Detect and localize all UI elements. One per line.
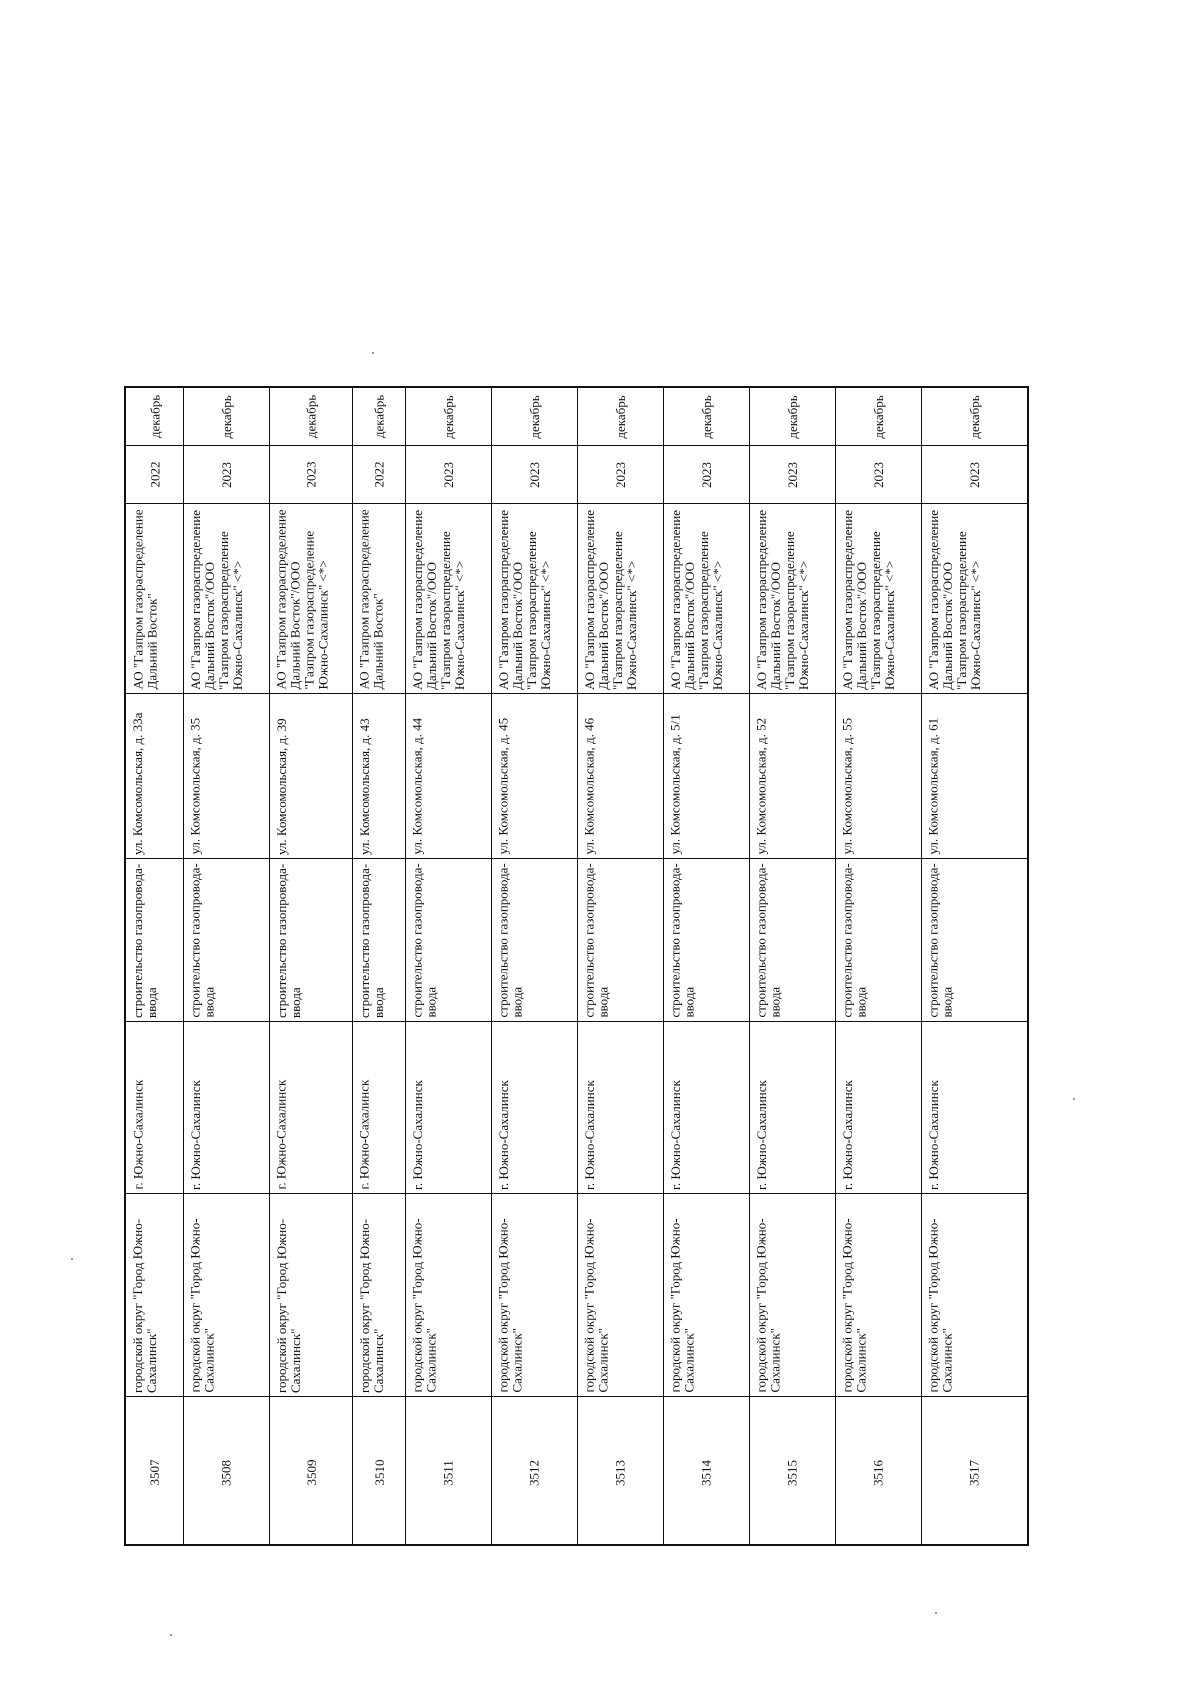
cell-text-year: 2023	[784, 461, 800, 488]
cell-no	[406, 1397, 491, 1548]
cell-text-month: декабрь	[146, 394, 162, 439]
cell-text-executor: АО "Газпром газораспределение Дальний Восток"/ООО "Газпром газораспределение Южно-Сахалинск" <*>	[495, 509, 553, 690]
cell-text-year: 2023	[218, 461, 234, 488]
cell-text-no: 3515	[784, 1459, 800, 1486]
cell-municipality	[353, 1194, 405, 1397]
cell-month	[836, 388, 921, 446]
cell-text-year: 2023	[698, 461, 714, 488]
table-row	[921, 388, 1027, 1544]
cell-locality	[922, 1022, 1027, 1194]
cell-locality	[184, 1022, 269, 1194]
cell-executor	[922, 504, 1027, 694]
cell-work	[126, 859, 183, 1022]
cell-text-month: декабрь	[218, 394, 234, 439]
cell-text-locality: г. Южно-Сахалинск	[273, 1079, 289, 1190]
cell-text-executor: АО "Газпром газораспределение Дальний Восток"/ООО "Газпром газораспределение Южно-Сахалинск" <*>	[273, 509, 331, 690]
cell-year	[270, 446, 352, 504]
cell-text-work: строительство газопровода-ввода	[667, 863, 697, 1018]
cell-text-no: 3509	[303, 1459, 318, 1486]
cell-year	[664, 446, 749, 504]
cell-work	[353, 859, 405, 1022]
cell-text-month: декабрь	[698, 394, 714, 439]
cell-month	[578, 388, 663, 446]
cell-text-year: 2023	[303, 461, 318, 488]
cell-text-municipality: городской округ "Город Южно-Сахалинск"	[409, 1218, 439, 1393]
cell-text-year: 2023	[870, 461, 886, 488]
cell-work	[406, 859, 491, 1022]
cell-text-month: декабрь	[870, 394, 886, 439]
cell-work	[664, 859, 749, 1022]
cell-executor	[126, 504, 183, 694]
scan-speck	[1073, 1098, 1075, 1100]
cell-text-locality: г. Южно-Сахалинск	[187, 1079, 203, 1190]
cell-year	[578, 446, 663, 504]
cell-executor	[836, 504, 921, 694]
cell-text-executor: АО "Газпром газораспределение Дальний Восток"	[356, 509, 386, 690]
cell-text-month: декабрь	[526, 394, 542, 439]
cell-text-address: ул. Комсомольская, д. 52	[753, 717, 769, 855]
cell-work	[750, 859, 835, 1022]
cell-locality	[270, 1022, 352, 1194]
cell-no	[353, 1397, 405, 1548]
cell-municipality	[836, 1194, 921, 1397]
cell-month	[184, 388, 269, 446]
cell-text-address: ул. Комсомольская, д. 33а	[130, 712, 145, 855]
cell-month	[126, 388, 183, 446]
cell-locality	[406, 1022, 491, 1194]
cell-text-work: строительство газопровода-ввода	[753, 863, 783, 1018]
cell-text-executor: АО "Газпром газораспределение Дальний Восток"/ООО "Газпром газораспределение Южно-Сахалинск" <*>	[667, 509, 725, 690]
cell-text-municipality: городской округ "Город Южно-Сахалинск"	[356, 1218, 386, 1393]
cell-municipality	[184, 1194, 269, 1397]
cell-address	[750, 694, 835, 859]
cell-month	[492, 388, 577, 446]
cell-text-executor: АО "Газпром газораспределение Дальний Восток"/ООО "Газпром газораспределение Южно-Сахалинск" <*>	[753, 509, 811, 690]
cell-work	[492, 859, 577, 1022]
table-row	[491, 388, 577, 1544]
cell-text-work: строительство газопровода-ввода	[273, 863, 303, 1018]
table-row	[835, 388, 921, 1544]
cell-no	[664, 1397, 749, 1548]
cell-text-address: ул. Комсомольская, д. 46	[581, 717, 597, 855]
cell-no	[184, 1397, 269, 1548]
cell-locality	[836, 1022, 921, 1194]
cell-text-municipality: городской округ "Город Южно-Сахалинск"	[839, 1218, 869, 1393]
table-row	[663, 388, 749, 1544]
cell-locality	[126, 1022, 183, 1194]
table-row	[183, 388, 269, 1544]
cell-text-municipality: городской округ "Город Южно-Сахалинск"	[925, 1218, 955, 1393]
cell-text-no: 3514	[698, 1459, 714, 1486]
cell-text-locality: г. Южно-Сахалинск	[581, 1079, 597, 1190]
cell-work	[270, 859, 352, 1022]
cell-text-executor: АО "Газпром газораспределение Дальний Восток"/ООО "Газпром газораспределение Южно-Сахалинск" <*>	[187, 509, 245, 690]
cell-text-address: ул. Комсомольская, д. 43	[356, 717, 372, 855]
cell-text-no: 3508	[218, 1459, 234, 1486]
cell-text-municipality: городской округ "Город Южно-Сахалинск"	[667, 1218, 697, 1393]
table-row	[126, 388, 183, 1544]
cell-locality	[664, 1022, 749, 1194]
cell-text-locality: г. Южно-Сахалинск	[839, 1079, 855, 1190]
cell-text-month: декабрь	[784, 394, 800, 439]
cell-work	[578, 859, 663, 1022]
cell-text-municipality: городской округ "Город Южно-Сахалинск"	[753, 1218, 783, 1393]
table-row	[577, 388, 663, 1544]
cell-address	[126, 694, 183, 859]
cell-text-locality: г. Южно-Сахалинск	[753, 1079, 769, 1190]
cell-year	[492, 446, 577, 504]
cell-locality	[492, 1022, 577, 1194]
cell-no	[836, 1397, 921, 1548]
cell-municipality	[126, 1194, 183, 1397]
cell-text-work: строительство газопровода-ввода	[409, 863, 439, 1018]
cell-address	[492, 694, 577, 859]
cell-text-executor: АО "Газпром газораспределение Дальний Восток"/ООО "Газпром газораспределение Южно-Сахалинск" <*>	[409, 509, 467, 690]
cell-text-locality: г. Южно-Сахалинск	[356, 1079, 372, 1190]
cell-no	[922, 1397, 1027, 1548]
cell-text-work: строительство газопровода-ввода	[495, 863, 525, 1018]
cell-text-locality: г. Южно-Сахалинск	[925, 1079, 941, 1190]
table-row	[749, 388, 835, 1544]
cell-year	[184, 446, 269, 504]
gasification-table	[124, 386, 1029, 1546]
cell-text-work: строительство газопровода-ввода	[839, 863, 869, 1018]
table-row	[352, 388, 405, 1544]
cell-executor	[750, 504, 835, 694]
cell-text-month: декабрь	[440, 394, 456, 439]
cell-no	[270, 1397, 352, 1548]
cell-text-address: ул. Комсомольская, д. 35	[187, 717, 203, 855]
cell-municipality	[750, 1194, 835, 1397]
cell-text-executor: АО "Газпром газораспределение Дальний Восток"/ООО "Газпром газораспределение Южно-Сахалинск" <*>	[839, 509, 897, 690]
cell-locality	[750, 1022, 835, 1194]
cell-text-work: строительство газопровода-ввода	[356, 863, 386, 1018]
cell-text-month: декабрь	[966, 394, 982, 439]
cell-text-executor: АО "Газпром газораспределение Дальний Восток"/ООО "Газпром газораспределение Южно-Сахалинск" <*>	[925, 509, 983, 690]
cell-text-no: 3512	[526, 1459, 542, 1486]
cell-no	[126, 1397, 183, 1548]
cell-text-municipality: городской округ "Город Южно-Сахалинск"	[130, 1218, 159, 1393]
cell-text-no: 3507	[146, 1459, 162, 1486]
cell-address	[406, 694, 491, 859]
cell-text-year: 2023	[526, 461, 542, 488]
cell-address	[664, 694, 749, 859]
cell-locality	[578, 1022, 663, 1194]
cell-month	[922, 388, 1027, 446]
cell-month	[270, 388, 352, 446]
cell-text-year: 2023	[440, 461, 456, 488]
cell-text-address: ул. Комсомольская, д. 5/1	[667, 714, 683, 855]
cell-executor	[406, 504, 491, 694]
cell-text-no: 3513	[612, 1459, 628, 1486]
cell-year	[126, 446, 183, 504]
cell-work	[922, 859, 1027, 1022]
table-row	[269, 388, 352, 1544]
cell-executor	[578, 504, 663, 694]
cell-text-year: 2022	[146, 461, 162, 488]
cell-no	[492, 1397, 577, 1548]
cell-text-address: ул. Комсомольская, д. 61	[925, 717, 941, 855]
cell-text-address: ул. Комсомольская, д. 55	[839, 717, 855, 855]
cell-text-no: 3516	[870, 1459, 886, 1486]
cell-no	[750, 1397, 835, 1548]
cell-text-locality: г. Южно-Сахалинск	[409, 1079, 425, 1190]
cell-locality	[353, 1022, 405, 1194]
cell-text-work: строительство газопровода-ввода	[130, 863, 159, 1018]
cell-work	[836, 859, 921, 1022]
cell-year	[922, 446, 1027, 504]
scan-speck	[372, 352, 374, 354]
cell-month	[406, 388, 491, 446]
cell-text-address: ул. Комсомольская, д. 45	[495, 717, 511, 855]
cell-municipality	[406, 1194, 491, 1397]
cell-year	[750, 446, 835, 504]
cell-text-executor: АО "Газпром газораспределение Дальний Восток"/ООО "Газпром газораспределение Южно-Сахалинск" <*>	[581, 509, 639, 690]
cell-text-locality: г. Южно-Сахалинск	[495, 1079, 511, 1190]
cell-municipality	[578, 1194, 663, 1397]
cell-executor	[492, 504, 577, 694]
cell-month	[664, 388, 749, 446]
cell-municipality	[270, 1194, 352, 1397]
cell-text-locality: г. Южно-Сахалинск	[130, 1079, 145, 1190]
cell-year	[353, 446, 405, 504]
cell-no	[578, 1397, 663, 1548]
cell-executor	[184, 504, 269, 694]
cell-text-year: 2023	[966, 461, 982, 488]
cell-work	[184, 859, 269, 1022]
cell-year	[406, 446, 491, 504]
cell-text-month: декабрь	[303, 394, 318, 439]
cell-municipality	[664, 1194, 749, 1397]
cell-address	[353, 694, 405, 859]
cell-address	[922, 694, 1027, 859]
cell-text-work: строительство газопровода-ввода	[187, 863, 217, 1018]
cell-text-executor: АО "Газпром газораспределение Дальний Восток"	[130, 509, 159, 690]
table-row	[405, 388, 491, 1544]
cell-executor	[664, 504, 749, 694]
cell-text-municipality: городской округ "Город Южно-Сахалинск"	[273, 1218, 303, 1393]
cell-text-no: 3511	[440, 1459, 456, 1486]
cell-text-municipality: городской округ "Город Южно-Сахалинск"	[187, 1218, 217, 1393]
scan-speck	[71, 1258, 73, 1260]
cell-address	[184, 694, 269, 859]
cell-text-month: декабрь	[371, 394, 386, 439]
cell-text-no: 3517	[966, 1459, 982, 1486]
cell-text-month: декабрь	[612, 394, 628, 439]
cell-text-no: 3510	[371, 1459, 386, 1486]
cell-municipality	[922, 1194, 1027, 1397]
cell-month	[750, 388, 835, 446]
cell-text-address: ул. Комсомольская, д. 44	[409, 717, 425, 855]
cell-text-municipality: городской округ "Город Южно-Сахалинск"	[495, 1218, 525, 1393]
cell-address	[836, 694, 921, 859]
cell-executor	[353, 504, 405, 694]
cell-text-address: ул. Комсомольская, д. 39	[273, 717, 289, 855]
cell-address	[578, 694, 663, 859]
scan-speck	[170, 1634, 172, 1636]
cell-text-year: 2023	[612, 461, 628, 488]
cell-text-work: строительство газопровода-ввода	[925, 863, 955, 1018]
cell-month	[353, 388, 405, 446]
cell-executor	[270, 504, 352, 694]
cell-text-year: 2022	[371, 461, 386, 488]
cell-year	[836, 446, 921, 504]
cell-address	[270, 694, 352, 859]
cell-text-municipality: городской округ "Город Южно-Сахалинск"	[581, 1218, 611, 1393]
cell-text-locality: г. Южно-Сахалинск	[667, 1079, 683, 1190]
cell-municipality	[492, 1194, 577, 1397]
scan-speck	[935, 1612, 937, 1614]
cell-text-work: строительство газопровода-ввода	[581, 863, 611, 1018]
